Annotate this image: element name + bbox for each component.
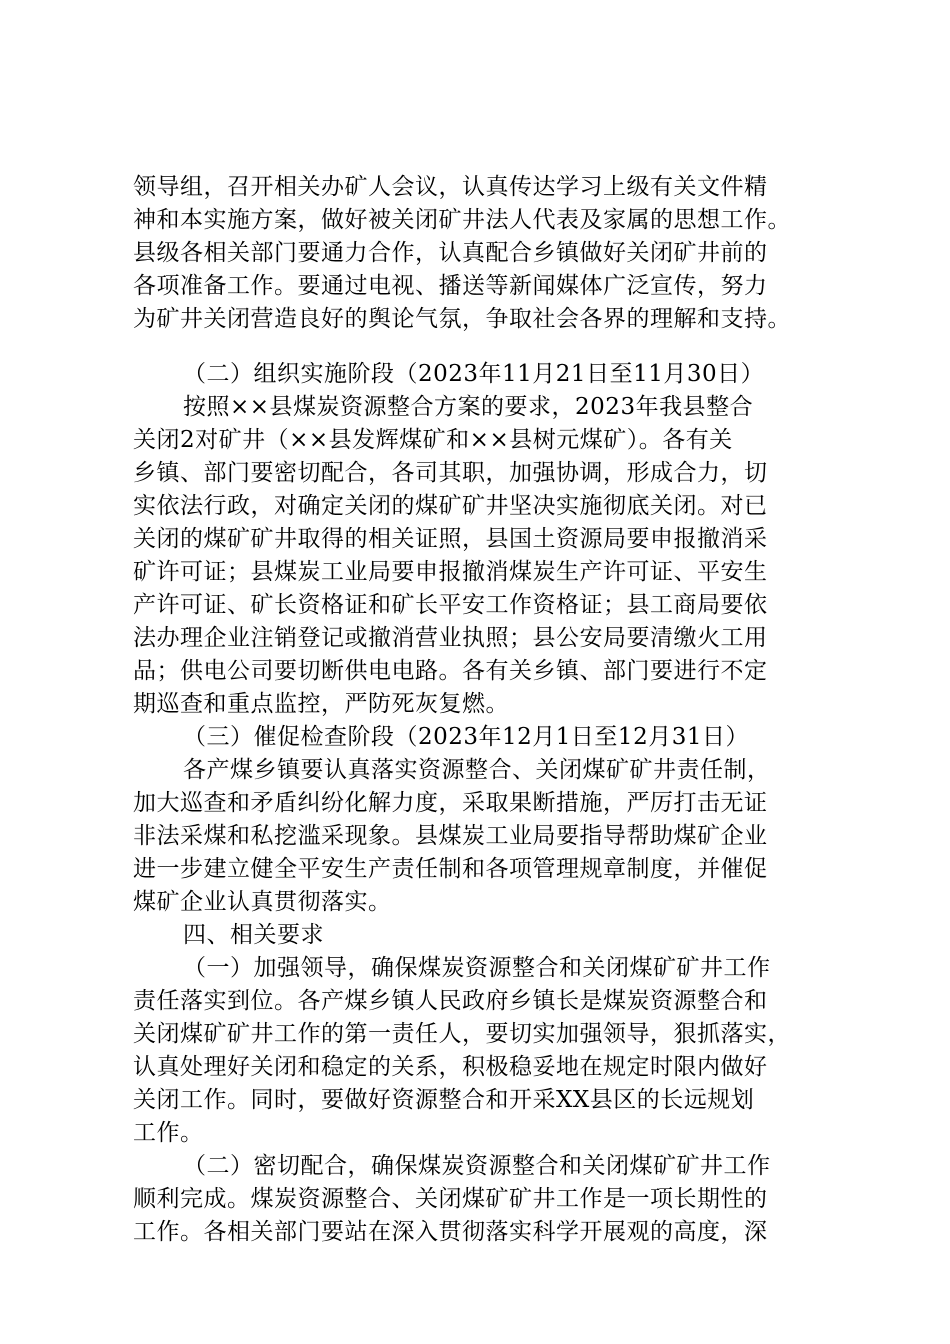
text-line: 责任落实到位。各产煤乡镇人民政府乡镇长是煤炭资源整合和	[133, 988, 768, 1014]
text-line: 非法采煤和私挖滥采现象。县煤炭工业局要指导帮助煤矿企业	[133, 823, 768, 849]
text-line: 乡镇、部门要密切配合，各司其职，加强协调，形成合力，切	[133, 460, 768, 486]
text-line: 产许可证、矿长资格证和矿长平安工作资格证；县工商局要依	[133, 592, 768, 618]
text-line: 领导组，召开相关办矿人会议，认真传达学习上级有关文件精	[133, 174, 768, 200]
text-line: 加大巡查和矛盾纠纷化解力度，采取果断措施，严厉打击无证	[133, 790, 768, 816]
section-heading: （一）加强领导，确保煤炭资源整合和关闭煤矿矿井工作	[183, 955, 771, 981]
text-line: 进一步建立健全平安生产责任制和各项管理规章制度，并催促	[133, 856, 768, 882]
text-line: 各项准备工作。要通过电视、播送等新闻媒体广泛宣传，努力	[133, 273, 768, 299]
text-line: 神和本实施方案，做好被关闭矿井法人代表及家属的思想工作。	[133, 207, 791, 233]
text-line: 品；供电公司要切断供电电路。各有关乡镇、部门要进行不定	[133, 658, 768, 684]
section-heading: （三）催促检查阶段（2023年12月1日至12月31日）	[183, 724, 749, 750]
text-line: 工作。	[133, 1120, 204, 1146]
section-heading: （二）组织实施阶段（2023年11月21日至11月30日）	[183, 361, 765, 387]
text-line: 期巡查和重点监控，严防死灰复燃。	[133, 691, 509, 717]
text-line: 关闭煤矿矿井工作的第一责任人，要切实加强领导，狠抓落实，	[133, 1021, 791, 1047]
text-line: 实依法行政，对确定关闭的煤矿矿井坚决实施彻底关闭。对已	[133, 493, 768, 519]
section-heading: 四、相关要求	[183, 922, 324, 948]
text-line: 为矿井关闭营造良好的舆论气氛，争取社会各界的理解和支持。	[133, 306, 791, 332]
text-line: 关闭的煤矿矿井取得的相关证照，县国土资源局要申报撤消采	[133, 526, 768, 552]
text-line: 按照××县煤炭资源整合方案的要求，2023年我县整合	[183, 394, 754, 420]
text-line: 顺利完成。煤炭资源整合、关闭煤矿矿井工作是一项长期性的	[133, 1186, 768, 1212]
text-line: 认真处理好关闭和稳定的关系，积极稳妥地在规定时限内做好	[133, 1054, 768, 1080]
text-line: 煤矿企业认真贯彻落实。	[133, 889, 392, 915]
text-line: 工作。各相关部门要站在深入贯彻落实科学开展观的高度，深	[133, 1219, 768, 1245]
text-line: 矿许可证；县煤炭工业局要申报撤消煤炭生产许可证、平安生	[133, 559, 768, 585]
text-line: 关闭工作。同时，要做好资源整合和开采XX县区的长远规划	[133, 1087, 755, 1113]
text-line: 关闭2对矿井（××县发辉煤矿和××县树元煤矿）。各有关	[133, 427, 733, 453]
text-line: 各产煤乡镇要认真落实资源整合、关闭煤矿矿井责任制，	[183, 757, 771, 783]
text-line: 县级各相关部门要通力合作，认真配合乡镇做好关闭矿井前的	[133, 240, 768, 266]
text-line: 法办理企业注销登记或撤消营业执照；县公安局要清缴火工用	[133, 625, 768, 651]
section-heading: （二）密切配合，确保煤炭资源整合和关闭煤矿矿井工作	[183, 1153, 771, 1179]
